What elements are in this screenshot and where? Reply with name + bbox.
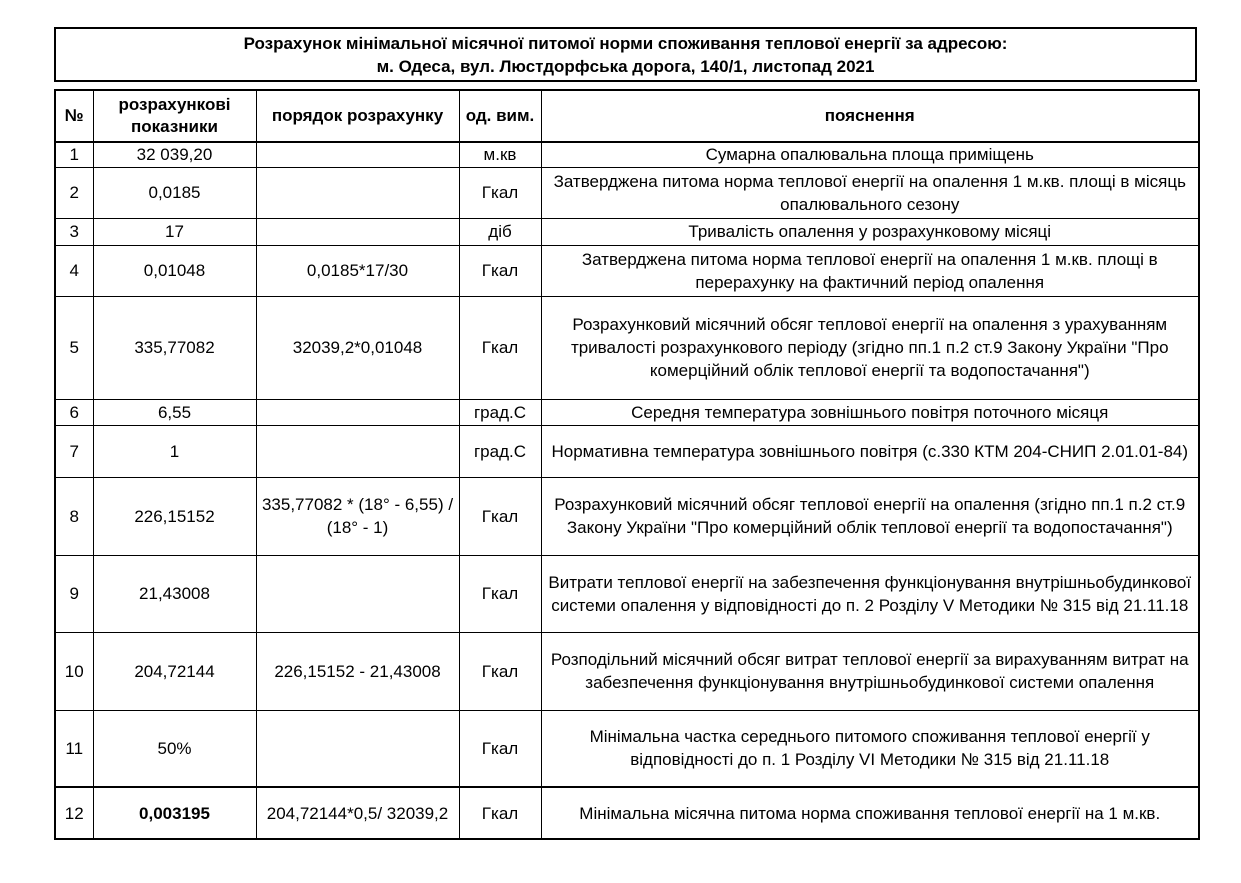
row-explanation: Мінімальна місячна питома норма споживання теплової енергії на 1 м.кв. xyxy=(541,787,1199,839)
row-unit: град.С xyxy=(459,399,541,425)
row-unit: Гкал xyxy=(459,245,541,296)
row-num: 2 xyxy=(55,167,93,218)
row-explanation: Витрати теплової енергії на забезпечення функціонування внутрішньобудинкової системи опалення у відповідності до п. 2 Розділу V Методики № 315 від 21.11.18 xyxy=(541,555,1199,632)
row-unit: Гкал xyxy=(459,710,541,787)
row-formula xyxy=(256,555,459,632)
row-unit: Гкал xyxy=(459,167,541,218)
table-row xyxy=(55,399,1199,425)
row-formula: 335,77082 * (18° - 6,55) / (18° - 1) xyxy=(256,477,459,555)
row-explanation: Середня температура зовнішнього повітря поточного місяця xyxy=(541,399,1199,425)
calculation-table xyxy=(54,89,1200,840)
table-row xyxy=(55,245,1199,296)
row-value-result: 0,003195 xyxy=(93,787,256,839)
row-unit: Гкал xyxy=(459,296,541,399)
row-num: 8 xyxy=(55,477,93,555)
header-unit: од. вим. xyxy=(459,90,541,142)
table-row xyxy=(55,142,1199,167)
header-num: № xyxy=(55,90,93,142)
row-formula: 32039,2*0,01048 xyxy=(256,296,459,399)
row-formula xyxy=(256,425,459,477)
row-value: 1 xyxy=(93,425,256,477)
row-explanation: Сумарна опалювальна площа приміщень xyxy=(541,142,1199,167)
row-explanation: Розрахунковий місячний обсяг теплової енергії на опалення з урахуванням тривалості розрахункового періоду (згідно пп.1 п.2 ст.9 Закону України "Про комерційний облік теплової енергії та водопостачання") xyxy=(541,296,1199,399)
row-num: 7 xyxy=(55,425,93,477)
table-row xyxy=(55,555,1199,632)
row-value: 21,43008 xyxy=(93,555,256,632)
row-explanation: Розподільний місячний обсяг витрат теплової енергії за вирахуванням витрат на забезпечення функціонування внутрішньобудинкової системи опалення xyxy=(541,632,1199,710)
row-value: 6,55 xyxy=(93,399,256,425)
table-row xyxy=(55,425,1199,477)
header-explanation: пояснення xyxy=(541,90,1199,142)
row-explanation: Затверджена питома норма теплової енергії на опалення 1 м.кв. площі в перерахунку на фактичний період опалення xyxy=(541,245,1199,296)
row-formula xyxy=(256,218,459,245)
row-formula xyxy=(256,399,459,425)
row-num: 3 xyxy=(55,218,93,245)
row-value: 335,77082 xyxy=(93,296,256,399)
row-unit: Гкал xyxy=(459,632,541,710)
row-explanation: Розрахунковий місячний обсяг теплової енергії на опалення (згідно пп.1 п.2 ст.9 Закону України "Про комерційний облік теплової енергії та водопостачання") xyxy=(541,477,1199,555)
title-line-2: м. Одеса, вул. Люстдорфська дорога, 140/1, листопад 2021 xyxy=(376,56,875,76)
row-unit: Гкал xyxy=(459,477,541,555)
row-num: 1 xyxy=(55,142,93,167)
title-line-1: Розрахунок мінімальної місячної питомої норми споживання теплової енергії за адресою: xyxy=(243,33,1008,53)
header-order: порядок розрахунку xyxy=(256,90,459,142)
row-formula xyxy=(256,710,459,787)
row-value: 17 xyxy=(93,218,256,245)
table-row xyxy=(55,218,1199,245)
table-row xyxy=(55,787,1199,839)
row-value: 0,0185 xyxy=(93,167,256,218)
table-row xyxy=(55,477,1199,555)
row-explanation: Затверджена питома норма теплової енергії на опалення 1 м.кв. площі в місяць опалювального сезону xyxy=(541,167,1199,218)
header-row xyxy=(55,90,1199,142)
table-row xyxy=(55,710,1199,787)
row-unit: Гкал xyxy=(459,787,541,839)
row-explanation: Нормативна температура зовнішнього повітря (с.330 КТМ 204-СНИП 2.01.01-84) xyxy=(541,425,1199,477)
row-formula: 204,72144*0,5/ 32039,2 xyxy=(256,787,459,839)
row-unit: Гкал xyxy=(459,555,541,632)
row-formula xyxy=(256,142,459,167)
row-value: 0,01048 xyxy=(93,245,256,296)
table-row xyxy=(55,632,1199,710)
row-num: 10 xyxy=(55,632,93,710)
row-num: 12 xyxy=(55,787,93,839)
row-formula: 226,15152 - 21,43008 xyxy=(256,632,459,710)
row-unit: град.С xyxy=(459,425,541,477)
table-row xyxy=(55,296,1199,399)
row-value: 50% xyxy=(93,710,256,787)
row-unit: м.кв xyxy=(459,142,541,167)
row-value: 204,72144 xyxy=(93,632,256,710)
row-formula: 0,0185*17/30 xyxy=(256,245,459,296)
row-num: 9 xyxy=(55,555,93,632)
row-value: 226,15152 xyxy=(93,477,256,555)
row-num: 5 xyxy=(55,296,93,399)
row-num: 11 xyxy=(55,710,93,787)
row-unit: діб xyxy=(459,218,541,245)
row-explanation: Тривалість опалення у розрахунковому місяці xyxy=(541,218,1199,245)
row-formula xyxy=(256,167,459,218)
document-title xyxy=(54,27,1197,82)
row-value: 32 039,20 xyxy=(93,142,256,167)
header-indicators: розрахункові показники xyxy=(93,90,256,142)
row-num: 6 xyxy=(55,399,93,425)
row-num: 4 xyxy=(55,245,93,296)
table-row xyxy=(55,167,1199,218)
row-explanation: Мінімальна частка середнього питомого споживання теплової енергії у відповідності до п. 1 Розділу VI Методики № 315 від 21.11.18 xyxy=(541,710,1199,787)
